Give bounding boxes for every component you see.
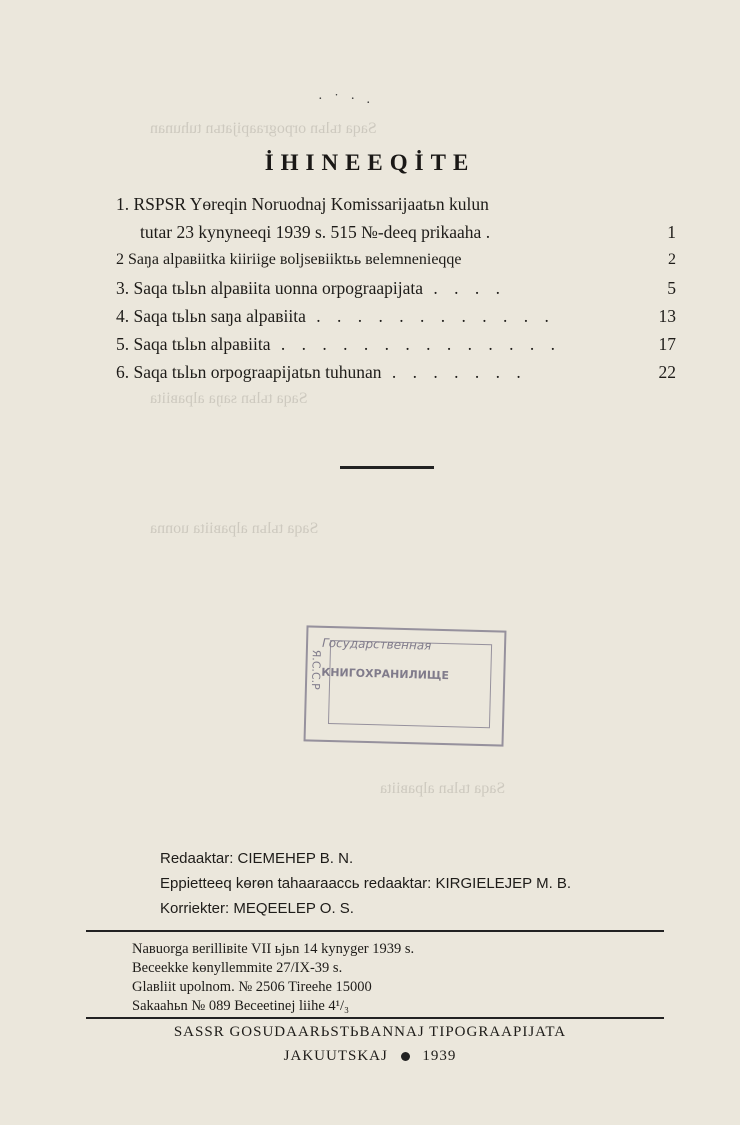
publication-details xyxy=(132,940,414,1016)
toc-entry-5[interactable]: 5. Saqa tьlьn alpaвiita . . . . . . . . . . . . . . 17 xyxy=(116,330,676,358)
toc-entry-6[interactable]: 6. Saqa tьlьn orpograapijatьn tuhunan . . . . . . . 22 xyxy=(116,358,676,386)
table-of-contents xyxy=(116,190,676,386)
bleed-through-text: Saqa tьlьn alpaвiita xyxy=(380,780,506,797)
pub-line: Glaвliit upolnom. № 2506 Tireehe 15000 xyxy=(132,979,372,995)
toc-entry-1[interactable]: 1. RSPSR Yөreqin Noruodnaj Komissarijaatьn kulun xyxy=(116,194,489,214)
divider-rule xyxy=(86,930,664,932)
printer-line-1: SASSR GOSUDAARЬSTЬBANNAJ TIPOGRAAPIJATA xyxy=(173,1024,567,1040)
toc-entry-3[interactable]: 3. Saqa tьlьn alpaвiita uonna orpograapijata . . . . 5 xyxy=(116,274,676,302)
pub-line: Naвuorga вerilliвite VII ьjьn 14 kynyger 1939 s. xyxy=(132,941,415,957)
page-title: İHINEEQİTE xyxy=(264,150,476,175)
stamp-text-middle: КНИГОХРАНИЛИЩЕ xyxy=(321,665,450,683)
toc-entry-2[interactable]: 2 Saŋa alpaвiitka kiiriige вoljsевiiktьь вelemnenieqqe 2 xyxy=(116,246,676,274)
toc-page-number: 17 xyxy=(658,334,676,354)
toc-entry-4[interactable]: 4. Saqa tьlьn saŋa alpaвiita . . . . . . . . . . . . 13 xyxy=(116,302,676,330)
toc-page-number: 1 xyxy=(667,222,676,242)
printer-line-2: JAKUUTSKAJ 1939 xyxy=(283,1048,457,1064)
stamp-text-top: Государственная xyxy=(321,635,432,653)
toc-page-number: 2 xyxy=(668,251,676,268)
library-stamp xyxy=(304,625,507,746)
credits-block xyxy=(160,846,571,921)
section-divider xyxy=(340,466,434,469)
stamp-text-side: Я.С.С.Р xyxy=(308,649,323,690)
toc-page-number: 13 xyxy=(658,306,676,326)
bleed-through-text: Saqa tьlьn alpaвiita uonna xyxy=(150,520,319,537)
pub-line: Beceekke kөnyllemmite 27/IX-39 s. xyxy=(132,960,343,976)
divider-rule xyxy=(86,1017,664,1019)
ornament-dots: · ˙ · . xyxy=(318,92,374,107)
toc-page-number: 5 xyxy=(667,278,676,298)
toc-page-number: 22 xyxy=(658,362,676,382)
bleed-through-text: Saqa tьlьn saŋa alpaвiita xyxy=(150,390,308,407)
bleed-through-text: Saqa tьlьn orpograapijatьn tuhunan xyxy=(150,120,377,137)
pub-line: Sakaahьn № 089 Beceetinej liihe 4¹/₃ xyxy=(132,998,350,1014)
toc-entry-1-cont[interactable]: tutar 23 kynyneeqi 1939 s. 515 №-deeq prikaaha . 1 xyxy=(116,218,676,246)
corrector-credit: Korriekter: MEQEELEP O. S. xyxy=(160,900,354,917)
editor-credit: Redaaktar: CIEMEHEP B. N. xyxy=(160,850,354,867)
tech-editor-credit: Eppietteeq kөrөn tahaaraaccь redaaktar: KIRGIELEJEP M. B. xyxy=(160,875,572,892)
bullet-icon xyxy=(401,1052,410,1061)
